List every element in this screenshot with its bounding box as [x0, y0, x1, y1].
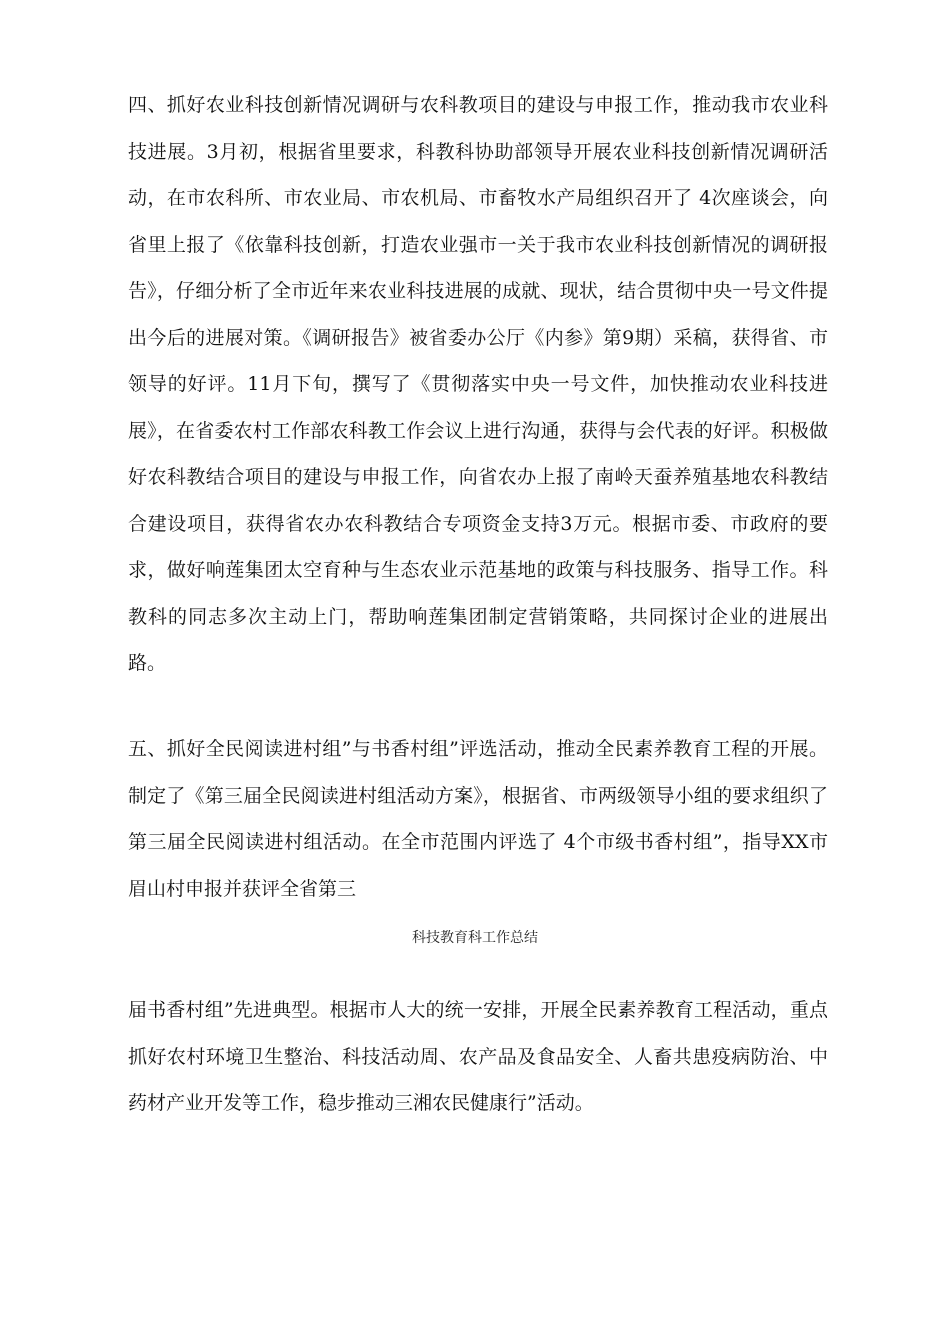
paragraph-section-four: 四、抓好农业科技创新情况调研与农科教项目的建设与申报工作，推动我市农业科技进展。3月初，根据省里要求，科教科协助部领导开展农业科技创新情况调研活动，在市农科所、市农业局、市农机局、市畜牧水产局组织召开了 4次座谈会，向省里上报了《依靠科技创新，打造农业强市一关于我市农业科技创新情况的调研报告》，仔细分析了全市近年来农业科技进展的成就、现状，结合贯彻中央一号文件提出今后的进展对策。《调研报告》被省委办公厅《内参》第9期）采稿，获得省、市领导的好评。11月下旬，撰写了《贯彻落实中央一号文件，加快推动农业科技进展》，在省委农村工作部农科教工作会议上进行沟通，获得与会代表的好评。积极做好农科教结合项目的建设与申报工作，向省农办上报了南岭天蚕养殖基地农科教结合建设项目，获得省农办农科教结合专项资金支持3万元。根据市委、市政府的要求，做好响莲集团太空育种与生态农业示范基地的政策与科技服务、指导工作。科教科的同志多次主动上门，帮助响莲集团制定营销策略，共同探讨企业的进展出路。 [128, 94, 828, 674]
page-footer-title: 科技教育科工作总结 [412, 930, 538, 946]
paragraph-section-five-continued: 届书香村组”先进典型。根据市人大的统一安排，开展全民素养教育工程活动，重点抓好农村环境卫生整治、科技活动周、农产品及食品安全、人畜共患疫病防治、中药材产业开发等工作，稳步推动三湘农民健康行”活动。 [128, 999, 828, 1114]
paragraph-section-five: 五、抓好全民阅读进村组”与书香村组”评选活动，推动全民素养教育工程的开展。制定了《第三届全民阅读进村组活动方案》，根据省、市两级领导小组的要求组织了第三届全民阅读进村组活动。在全市范围内评选了 4个市级书香村组”，指导XX市眉山村申报并获评全省第三 [128, 738, 828, 900]
